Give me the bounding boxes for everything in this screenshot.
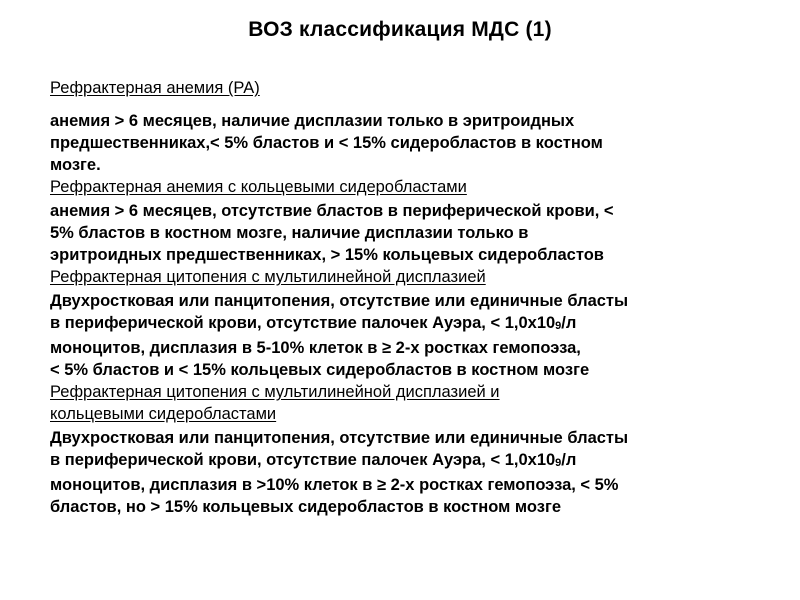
text-segment: /л [561, 451, 577, 469]
section-text-line: анемия > 6 месяцев, отсутствие бластов в периферической крови, < [50, 202, 614, 220]
slide-title: ВОЗ классификация МДС (1) [248, 18, 552, 41]
exponent: 9 [555, 320, 562, 332]
section-text-line: анемия > 6 месяцев, наличие дисплазии только в эритроидных [50, 112, 575, 130]
section-text-line: Двухростковая или панцитопения, отсутствие или единичные бласты [50, 292, 629, 310]
section-heading: Рефрактерная цитопения с мультилинейной дисплазией [50, 268, 486, 286]
section-heading: Рефрактерная анемия (РА) [50, 79, 260, 97]
text-segment: в периферической крови, отсутствие палочек Ауэра, < 1,0х10 [50, 314, 556, 332]
section-text-line: эритроидных предшественниках, > 15% кольцевых сидеробластов [50, 246, 604, 264]
exponent: 9 [555, 457, 562, 469]
section-heading: Рефрактерная анемия с кольцевыми сидеробластами [50, 178, 467, 196]
section-multilineage-dysplasia-ringed-sideroblasts [50, 381, 770, 518]
text-segment: /л [561, 314, 577, 332]
section-text-line [50, 312, 770, 337]
section-text-line: моноцитов, дисплазия в 5-10% клеток в ≥ 2-х ростках гемопоэза, [50, 339, 581, 357]
section-text-line: бластов, но > 15% кольцевых сидеробластов в костном мозге [50, 498, 561, 516]
section-text-line: < 5% бластов и < 15% кольцевых сидеробластов в костном мозге [50, 361, 590, 379]
section-heading: кольцевыми сидеробластами [50, 405, 277, 423]
section-refractory-anemia [50, 77, 770, 176]
text-segment: в периферической крови, отсутствие палочек Ауэра, < 1,0х10 [50, 451, 556, 469]
section-multilineage-dysplasia [50, 266, 770, 381]
section-ringed-sideroblasts [50, 176, 770, 266]
section-text-line: моноцитов, дисплазия в >10% клеток в ≥ 2-х ростках гемопоэза, < 5% [50, 476, 619, 494]
section-heading: Рефрактерная цитопения с мультилинейной дисплазией и [50, 383, 500, 401]
section-text-line: 5% бластов в костном мозге, наличие дисплазии только в [50, 224, 529, 242]
section-text-line: Двухростковая или панцитопения, отсутствие или единичные бласты [50, 429, 629, 447]
slide-body [50, 77, 770, 518]
section-text-line: мозге. [50, 156, 101, 174]
section-text-line: предшественниках,< 5% бластов и < 15% сидеробластов в костном [50, 134, 603, 152]
section-text-line [50, 449, 770, 474]
